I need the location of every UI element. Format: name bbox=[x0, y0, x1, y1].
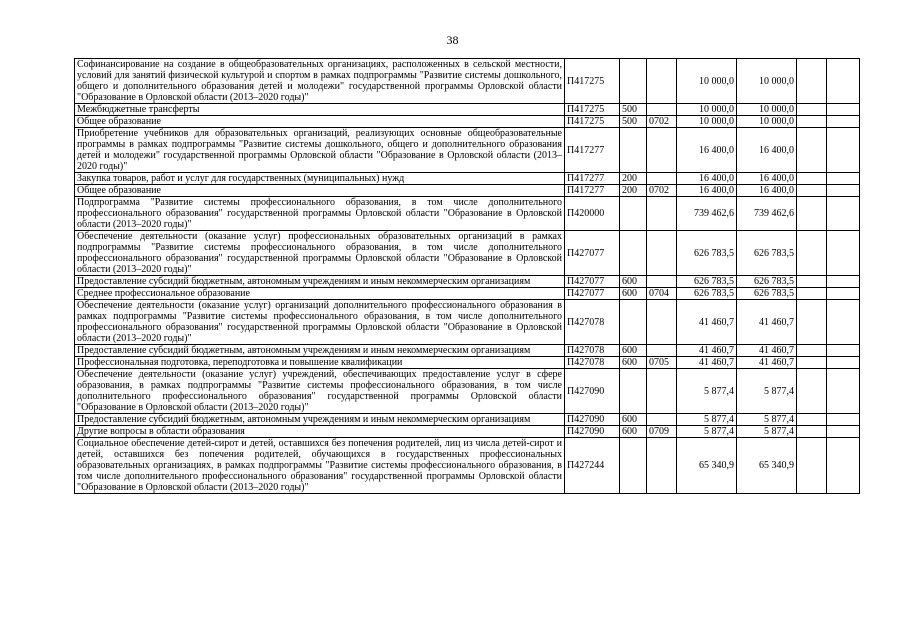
row-expense-type-cell bbox=[620, 369, 647, 414]
table-row bbox=[75, 116, 860, 128]
row-name-cell: Приобретение учебников для образовательных организаций, реализующих основные общеобразовательные программы в рамках подпрограммы "Развитие системы дошкольного, общего и дополнительного образования детей и молодежи" государственной программы Орловской области "Образование в Орловской области (2013–2020 годы)" bbox=[75, 128, 565, 173]
row-section-cell bbox=[647, 104, 677, 116]
row-amount-2-cell: 41 460,7 bbox=[737, 357, 797, 369]
table-row bbox=[75, 369, 860, 414]
table-row bbox=[75, 300, 860, 345]
row-name-cell: Общее образование bbox=[75, 185, 565, 197]
row-name-cell: Профессиональная подготовка, переподготовка и повышение квалификации bbox=[75, 357, 565, 369]
row-amount-1-cell: 16 400,0 bbox=[677, 185, 737, 197]
row-code-cell: П427078 bbox=[565, 357, 620, 369]
row-code-cell: П427090 bbox=[565, 414, 620, 426]
row-code-cell: П427077 bbox=[565, 276, 620, 288]
row-amount-1-cell: 41 460,7 bbox=[677, 300, 737, 345]
table-row bbox=[75, 357, 860, 369]
row-expense-type-cell: 600 bbox=[620, 414, 647, 426]
row-empty-cell-1 bbox=[797, 173, 827, 185]
row-empty-cell-1 bbox=[797, 231, 827, 276]
row-amount-1-cell: 626 783,5 bbox=[677, 231, 737, 276]
row-amount-2-cell: 10 000,0 bbox=[737, 59, 797, 104]
row-empty-cell-1 bbox=[797, 357, 827, 369]
row-section-cell: 0702 bbox=[647, 116, 677, 128]
row-amount-2-cell: 16 400,0 bbox=[737, 185, 797, 197]
row-empty-cell-2 bbox=[827, 173, 860, 185]
row-empty-cell-1 bbox=[797, 276, 827, 288]
row-amount-1-cell: 5 877,4 bbox=[677, 426, 737, 438]
row-name-cell: Закупка товаров, работ и услуг для государственных (муниципальных) нужд bbox=[75, 173, 565, 185]
row-amount-2-cell: 739 462,6 bbox=[737, 197, 797, 231]
row-amount-2-cell: 5 877,4 bbox=[737, 426, 797, 438]
row-amount-1-cell: 16 400,0 bbox=[677, 173, 737, 185]
row-empty-cell-1 bbox=[797, 426, 827, 438]
row-empty-cell-2 bbox=[827, 426, 860, 438]
row-amount-2-cell: 16 400,0 bbox=[737, 173, 797, 185]
row-section-cell bbox=[647, 197, 677, 231]
table-row bbox=[75, 345, 860, 357]
row-empty-cell-2 bbox=[827, 357, 860, 369]
row-section-cell: 0704 bbox=[647, 288, 677, 300]
row-empty-cell-2 bbox=[827, 345, 860, 357]
row-amount-2-cell: 10 000,0 bbox=[737, 116, 797, 128]
table-row bbox=[75, 231, 860, 276]
row-code-cell: П417275 bbox=[565, 59, 620, 104]
row-name-cell: Обеспечение деятельности (оказание услуг) учреждений, обеспечивающих предоставление услуг в сфере образования, в рамках подпрограммы "Развитие системы профессионального образования, в том числе дополнительного профессионального образования" государственной программы Орловской области "Образование в Орловской области (2013–2020 годы)" bbox=[75, 369, 565, 414]
row-section-cell bbox=[647, 276, 677, 288]
row-empty-cell-2 bbox=[827, 128, 860, 173]
row-empty-cell-2 bbox=[827, 231, 860, 276]
row-amount-1-cell: 626 783,5 bbox=[677, 288, 737, 300]
row-amount-2-cell: 41 460,7 bbox=[737, 345, 797, 357]
row-name-cell: Предоставление субсидий бюджетным, автономным учреждениям и иным некоммерческим организациям bbox=[75, 345, 565, 357]
row-name-cell: Другие вопросы в области образования bbox=[75, 426, 565, 438]
row-code-cell: П417275 bbox=[565, 104, 620, 116]
row-code-cell: П427078 bbox=[565, 345, 620, 357]
row-empty-cell-2 bbox=[827, 185, 860, 197]
table-row bbox=[75, 173, 860, 185]
table-row bbox=[75, 288, 860, 300]
row-amount-1-cell: 41 460,7 bbox=[677, 357, 737, 369]
row-empty-cell-2 bbox=[827, 59, 860, 104]
table-row bbox=[75, 185, 860, 197]
row-expense-type-cell bbox=[620, 197, 647, 231]
row-expense-type-cell: 600 bbox=[620, 288, 647, 300]
row-amount-1-cell: 10 000,0 bbox=[677, 116, 737, 128]
row-section-cell bbox=[647, 231, 677, 276]
table-row bbox=[75, 426, 860, 438]
row-name-cell: Софинансирование на создание в общеобразовательных организациях, расположенных в сельской местности, условий для занятий физической культурой и спортом в рамках подпрограммы "Развитие системы дошкольного, общего и дополнительного образования детей и молодежи" государственной программы Орловской области "Образование в Орловской области (2013–2020 годы)" bbox=[75, 59, 565, 104]
row-name-cell: Подпрограмма "Развитие системы профессионального образования, в том числе дополнительного профессионального образования" государственной программы Орловской области "Образование в Орловской области (2013–2020 годы)" bbox=[75, 197, 565, 231]
row-amount-1-cell: 10 000,0 bbox=[677, 59, 737, 104]
row-code-cell: П420000 bbox=[565, 197, 620, 231]
row-empty-cell-2 bbox=[827, 276, 860, 288]
table-row bbox=[75, 276, 860, 288]
row-section-cell bbox=[647, 128, 677, 173]
row-section-cell bbox=[647, 59, 677, 104]
table-row bbox=[75, 197, 860, 231]
row-section-cell bbox=[647, 414, 677, 426]
row-empty-cell-1 bbox=[797, 59, 827, 104]
row-section-cell bbox=[647, 300, 677, 345]
row-empty-cell-2 bbox=[827, 300, 860, 345]
row-empty-cell-1 bbox=[797, 438, 827, 494]
row-amount-1-cell: 65 340,9 bbox=[677, 438, 737, 494]
budget-table-body bbox=[75, 59, 860, 494]
row-amount-2-cell: 5 877,4 bbox=[737, 414, 797, 426]
row-expense-type-cell bbox=[620, 438, 647, 494]
row-name-cell: Обеспечение деятельности (оказание услуг) профессиональных образовательных организаций в рамках подпрограммы "Развитие системы профессионального образования, в том числе дополнительного профессионального образования" государственной программы Орловской области "Образование в Орловской области (2013–2020 годы)" bbox=[75, 231, 565, 276]
row-code-cell: П427078 bbox=[565, 300, 620, 345]
row-empty-cell-1 bbox=[797, 288, 827, 300]
row-section-cell: 0702 bbox=[647, 185, 677, 197]
row-empty-cell-1 bbox=[797, 197, 827, 231]
row-name-cell: Обеспечение деятельности (оказание услуг) организаций дополнительного профессионального образования в рамках подпрограммы "Развитие системы профессионального образования, в том числе дополнительного профессионального образования" государственной программы Орловской области "Образование в Орловской области (2013–2020 годы)" bbox=[75, 300, 565, 345]
row-empty-cell-1 bbox=[797, 104, 827, 116]
table-row bbox=[75, 104, 860, 116]
row-amount-2-cell: 65 340,9 bbox=[737, 438, 797, 494]
row-expense-type-cell: 600 bbox=[620, 345, 647, 357]
row-name-cell: Социальное обеспечение детей-сирот и детей, оставшихся без попечения родителей, лиц из числа детей-сирот и детей, оставшихся без попечения родителей, обучающихся в государственных профессиональных образовательных организациях, в рамках подпрограммы "Развитие системы профессионального образования, в том числе дополнительного профессионального образования" государственной программы Орловской области "Образование в Орловской области (2013–2020 годы)" bbox=[75, 438, 565, 494]
row-section-cell bbox=[647, 345, 677, 357]
row-empty-cell-2 bbox=[827, 414, 860, 426]
row-empty-cell-1 bbox=[797, 128, 827, 173]
row-code-cell: П427077 bbox=[565, 231, 620, 276]
row-code-cell: П427077 bbox=[565, 288, 620, 300]
row-name-cell: Предоставление субсидий бюджетным, автономным учреждениям и иным некоммерческим организациям bbox=[75, 414, 565, 426]
row-amount-2-cell: 5 877,4 bbox=[737, 369, 797, 414]
row-name-cell: Предоставление субсидий бюджетным, автономным учреждениям и иным некоммерческим организациям bbox=[75, 276, 565, 288]
row-empty-cell-1 bbox=[797, 414, 827, 426]
row-amount-1-cell: 626 783,5 bbox=[677, 276, 737, 288]
row-amount-1-cell: 16 400,0 bbox=[677, 128, 737, 173]
row-empty-cell-2 bbox=[827, 288, 860, 300]
row-amount-2-cell: 10 000,0 bbox=[737, 104, 797, 116]
row-section-cell: 0705 bbox=[647, 357, 677, 369]
row-empty-cell-2 bbox=[827, 369, 860, 414]
row-amount-1-cell: 5 877,4 bbox=[677, 369, 737, 414]
row-code-cell: П427090 bbox=[565, 426, 620, 438]
row-expense-type-cell: 500 bbox=[620, 116, 647, 128]
table-row bbox=[75, 438, 860, 494]
row-empty-cell-1 bbox=[797, 116, 827, 128]
row-empty-cell-1 bbox=[797, 300, 827, 345]
row-empty-cell-1 bbox=[797, 345, 827, 357]
row-section-cell bbox=[647, 369, 677, 414]
row-amount-1-cell: 41 460,7 bbox=[677, 345, 737, 357]
row-name-cell: Общее образование bbox=[75, 116, 565, 128]
row-empty-cell-2 bbox=[827, 116, 860, 128]
row-empty-cell-2 bbox=[827, 438, 860, 494]
row-amount-2-cell: 16 400,0 bbox=[737, 128, 797, 173]
row-amount-1-cell: 739 462,6 bbox=[677, 197, 737, 231]
row-name-cell: Межбюджетные трансферты bbox=[75, 104, 565, 116]
row-empty-cell-2 bbox=[827, 197, 860, 231]
row-expense-type-cell: 200 bbox=[620, 185, 647, 197]
row-section-cell bbox=[647, 438, 677, 494]
row-code-cell: П417277 bbox=[565, 185, 620, 197]
row-code-cell: П427090 bbox=[565, 369, 620, 414]
table-row bbox=[75, 128, 860, 173]
row-amount-1-cell: 10 000,0 bbox=[677, 104, 737, 116]
row-expense-type-cell bbox=[620, 59, 647, 104]
row-expense-type-cell: 200 bbox=[620, 173, 647, 185]
row-amount-2-cell: 626 783,5 bbox=[737, 276, 797, 288]
row-amount-2-cell: 626 783,5 bbox=[737, 231, 797, 276]
table-row bbox=[75, 414, 860, 426]
budget-table bbox=[74, 58, 860, 494]
row-code-cell: П417277 bbox=[565, 128, 620, 173]
row-name-cell: Среднее профессиональное образование bbox=[75, 288, 565, 300]
row-expense-type-cell bbox=[620, 300, 647, 345]
table-row bbox=[75, 59, 860, 104]
row-expense-type-cell bbox=[620, 128, 647, 173]
row-expense-type-cell bbox=[620, 231, 647, 276]
row-empty-cell-2 bbox=[827, 104, 860, 116]
row-empty-cell-1 bbox=[797, 185, 827, 197]
page-number: 38 bbox=[446, 33, 459, 47]
row-expense-type-cell: 600 bbox=[620, 426, 647, 438]
row-empty-cell-1 bbox=[797, 369, 827, 414]
row-section-cell bbox=[647, 173, 677, 185]
row-code-cell: П417277 bbox=[565, 173, 620, 185]
row-expense-type-cell: 600 bbox=[620, 357, 647, 369]
row-expense-type-cell: 500 bbox=[620, 104, 647, 116]
row-expense-type-cell: 600 bbox=[620, 276, 647, 288]
row-amount-2-cell: 626 783,5 bbox=[737, 288, 797, 300]
row-amount-1-cell: 5 877,4 bbox=[677, 414, 737, 426]
row-section-cell: 0709 bbox=[647, 426, 677, 438]
row-code-cell: П417275 bbox=[565, 116, 620, 128]
row-code-cell: П427244 bbox=[565, 438, 620, 494]
row-amount-2-cell: 41 460,7 bbox=[737, 300, 797, 345]
